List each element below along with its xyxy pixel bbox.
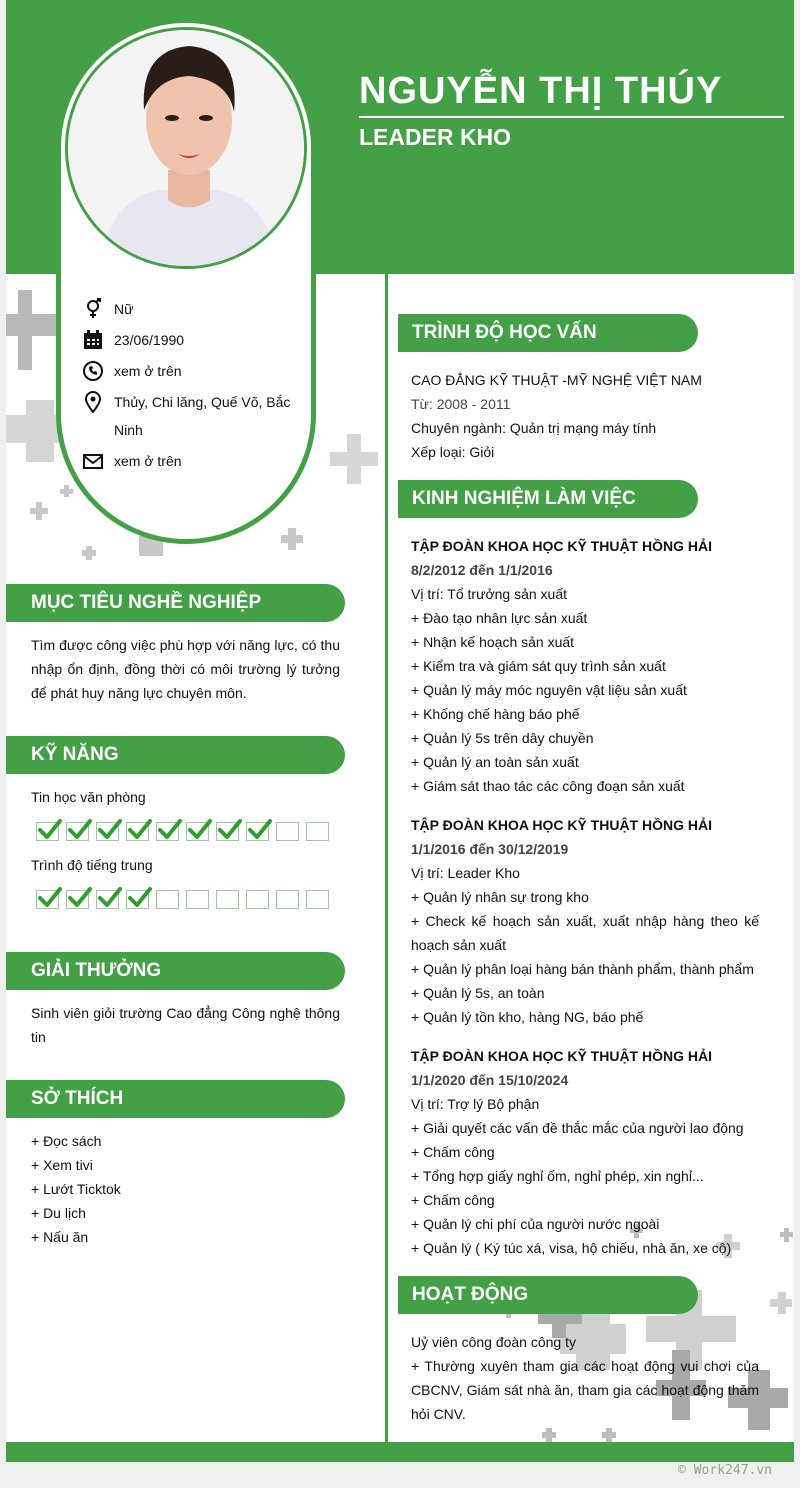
check-icon: [98, 817, 124, 843]
job-line: + Nhận kế hoạch sản xuất: [411, 634, 575, 650]
job-line: + Quản lý ( Ký túc xá, visa, hộ chiếu, nhà ăn, xe cộ): [411, 1240, 732, 1256]
skill-label-office: Tin học văn phòng: [31, 789, 146, 805]
job-line: + Chấm công: [411, 1144, 495, 1160]
rating-box-checked: [66, 890, 89, 909]
job-line: + Quản lý nhân sự trong kho: [411, 889, 589, 905]
check-icon: [38, 817, 64, 843]
job-line: + Quản lý 5s trên dây chuyền: [411, 730, 594, 746]
rating-box-empty: [276, 822, 299, 841]
email-row: [82, 450, 314, 475]
check-icon: [128, 885, 154, 911]
job-line: Vị trí: Leader Kho: [411, 865, 520, 881]
avatar: [65, 27, 307, 269]
job-line: Vị trí: Trợ lý Bộ phận: [411, 1096, 540, 1112]
job-line: + Đào tạo nhân lực sản xuất: [411, 610, 588, 626]
experience-heading: KINH NGHIỆM LÀM VIỆC: [398, 480, 698, 518]
email-value: xem ở trên: [114, 453, 182, 469]
job-line: Vị trí: Tổ trưởng sản xuất: [411, 586, 568, 602]
job-company: TẬP ĐOÀN KHOA HỌC KỸ THUẬT HỒNG HẢI: [411, 1048, 712, 1064]
phone-value: xem ở trên: [114, 363, 182, 379]
job-line: + Quản lý an toàn sản xuất: [411, 754, 579, 770]
rating-box-empty: [156, 890, 179, 909]
job-entry-1: [411, 534, 759, 798]
phone-icon: [82, 360, 104, 382]
hobbies-heading: SỞ THÍCH: [6, 1080, 345, 1118]
skills-heading: KỸ NĂNG: [6, 736, 345, 774]
list-item: + Nấu ăn: [31, 1229, 89, 1245]
job-line: + Quản lý chi phí của người nước ngoài: [411, 1216, 660, 1232]
job-entry-3: [411, 1044, 759, 1260]
job-line: + Quản lý 5s, an toàn: [411, 985, 545, 1001]
check-icon: [158, 817, 184, 843]
job-line: + Quản lý phân loại hàng bán thành phẩm, thành phẩm: [411, 961, 754, 977]
rating-box-empty: [306, 890, 329, 909]
birthdate-row: [82, 329, 314, 354]
birthdate-value: 23/06/1990: [114, 332, 185, 348]
rating-box-checked: [36, 822, 59, 841]
rating-box-checked: [186, 822, 209, 841]
skill-rating-office: [36, 822, 329, 841]
rating-box-empty: [246, 890, 269, 909]
mail-icon: [82, 450, 104, 472]
check-icon: [98, 885, 124, 911]
rating-box-checked: [36, 890, 59, 909]
check-icon: [248, 817, 274, 843]
job-line: + Giám sát thao tác các công đoạn sản xuất: [411, 778, 685, 794]
job-line: + Khống chế hàng báo phế: [411, 706, 580, 722]
job-line: + Chấm công: [411, 1192, 495, 1208]
objective-heading: MỤC TIÊU NGHỀ NGHIỆP: [6, 584, 345, 622]
check-icon: [38, 885, 64, 911]
activities-line: + Thường xuyên tham gia các hoạt động vui chơi của CBCNV, Giám sát nhà ăn, tham gia các hoạt động thăm hỏi CNV.: [411, 1358, 759, 1422]
hobbies-list: [31, 1129, 121, 1249]
activities-heading: HOẠT ĐỘNG: [398, 1276, 698, 1314]
rating-box-checked: [96, 822, 119, 841]
education-block: [411, 368, 702, 464]
rating-box-checked: [216, 822, 239, 841]
address-value: Thủy, Chi lăng, Quế Võ, Bắc Ninh: [114, 394, 291, 438]
rating-box-checked: [96, 890, 119, 909]
list-item: + Xem tivi: [31, 1157, 93, 1173]
job-company: TẬP ĐOÀN KHOA HỌC KỸ THUẬT HỒNG HẢI: [411, 817, 712, 833]
job-period: 1/1/2016 đến 30/12/2019: [411, 841, 569, 857]
education-grade: Xếp loại: Giỏi: [411, 444, 495, 460]
skill-rating-chinese: [36, 890, 329, 909]
footer-band: [6, 1442, 794, 1462]
address-row: [82, 391, 314, 444]
list-item: + Du lịch: [31, 1205, 86, 1221]
job-entry-2: [411, 813, 759, 1029]
job-line: + Quản lý tồn kho, hàng NG, báo phế: [411, 1009, 644, 1025]
education-school: CAO ĐẲNG KỸ THUẬT -MỸ NGHỆ VIỆT NAM: [411, 372, 702, 388]
activities-line: Uỷ viên công đoàn công ty: [411, 1334, 576, 1350]
job-line: + Check kế hoạch sản xuất, xuất nhập hàng theo kế hoạch sản xuất: [411, 913, 759, 953]
rating-box-checked: [126, 822, 149, 841]
rating-box-empty: [306, 822, 329, 841]
education-period: Từ: 2008 - 2011: [411, 396, 511, 412]
calendar-icon: [82, 329, 104, 351]
list-item: + Lướt Ticktok: [31, 1181, 121, 1197]
education-heading: TRÌNH ĐỘ HỌC VẤN: [398, 314, 698, 352]
cv-page: [6, 0, 794, 1462]
candidate-name: NGUYỄN THỊ THÚY: [359, 70, 723, 112]
job-line: + Quản lý máy móc nguyên vật liệu sản xuất: [411, 682, 687, 698]
objective-text: Tìm được công việc phù hợp với năng lực, có thu nhập ổn định, đồng thời có môi trường lý tưởng để phát huy năng lực chuyên môn.: [31, 637, 340, 701]
awards-heading: GIẢI THƯỞNG: [6, 952, 345, 990]
list-item: + Đọc sách: [31, 1133, 102, 1149]
rating-box-empty: [186, 890, 209, 909]
job-title: LEADER KHO: [359, 124, 512, 150]
gender-row: [82, 298, 314, 323]
check-icon: [68, 885, 94, 911]
job-company: TẬP ĐOÀN KHOA HỌC KỸ THUẬT HỒNG HẢI: [411, 538, 712, 554]
location-pin-icon: [82, 391, 104, 413]
check-icon: [188, 817, 214, 843]
phone-row: [82, 360, 314, 385]
check-icon: [128, 817, 154, 843]
check-icon: [218, 817, 244, 843]
job-line: + Kiểm tra và giám sát quy trình sản xuất: [411, 658, 666, 674]
rating-box-checked: [246, 822, 269, 841]
awards-text: Sinh viên giỏi trường Cao đẳng Công nghệ thông tin: [31, 1005, 340, 1045]
rating-box-checked: [156, 822, 179, 841]
skill-label-chinese: Trình độ tiếng trung: [31, 857, 153, 873]
education-major: Chuyên ngành: Quản trị mạng máy tính: [411, 420, 657, 436]
rating-box-checked: [66, 822, 89, 841]
job-line: + Giải quyết các vấn đề thắc mắc của người lao động: [411, 1120, 744, 1136]
rating-box-checked: [126, 890, 149, 909]
job-period: 8/2/2012 đến 1/1/2016: [411, 562, 553, 578]
gender-icon: [82, 298, 104, 320]
rating-box-empty: [216, 890, 239, 909]
name-underline: [359, 116, 784, 118]
watermark: © Work247.vn: [678, 1463, 772, 1478]
check-icon: [68, 817, 94, 843]
job-period: 1/1/2020 đến 15/10/2024: [411, 1072, 569, 1088]
gender-value: Nữ: [114, 301, 134, 317]
rating-box-empty: [276, 890, 299, 909]
activities-block: [411, 1330, 759, 1426]
job-line: + Tổng hợp giấy nghỉ ốm, nghỉ phép, xin nghỉ...: [411, 1168, 704, 1184]
